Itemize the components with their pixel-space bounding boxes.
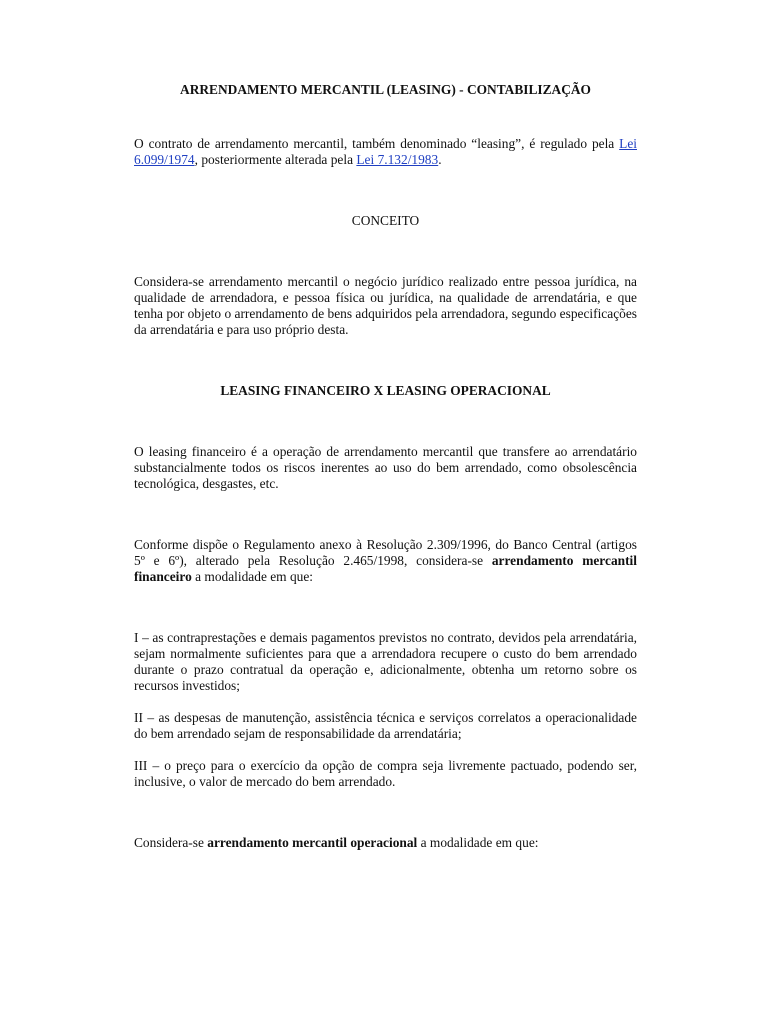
document-page: [134, 82, 637, 851]
leasing-financeiro-paragraph: O leasing financeiro é a operação de arrendamento mercantil que transfere ao arrendatário substancialmente todos os riscos inerentes ao uso do bem arrendado, como obsolescência tecnológica, desgastes, etc.: [134, 444, 637, 491]
resolucao-bold-term: arrendamento mercantil financeiro: [134, 553, 637, 584]
intro-text-3: .: [438, 152, 442, 167]
law-link-6099[interactable]: Lei 6.099/1974: [134, 136, 637, 167]
list-item-iii: III – o preço para o exercício da opção de compra seja livremente pactuado, podendo ser, inclusive, o valor de mercado do bem arrendado.: [134, 758, 637, 789]
law-link-7132[interactable]: Lei 7.132/1983: [356, 152, 439, 167]
operacional-bold-term: arrendamento mercantil operacional: [207, 835, 418, 850]
intro-paragraph: [134, 136, 637, 168]
resolucao-paragraph: [134, 537, 637, 585]
intro-text-1: O contrato de arrendamento mercantil, também denominado “leasing”, é regulado pela: [134, 136, 620, 151]
section-heading-leasing: LEASING FINANCEIRO X LEASING OPERACIONAL: [220, 383, 551, 398]
conceito-paragraph: Considera-se arrendamento mercantil o negócio jurídico realizado entre pessoa jurídica, na qualidade de arrendadora, e pessoa física ou jurídica, na qualidade de arrendatária, e que tenha por objeto o arrendamento de bens adquiridos pela arrendadora, segundo especificações da arrendatária e para uso próprio desta.: [134, 274, 637, 337]
intro-text-2: , posteriormente alterada pela: [194, 152, 357, 167]
document-title: ARRENDAMENTO MERCANTIL (LEASING) - CONTABILIZAÇÃO: [180, 82, 591, 97]
section-heading-conceito: CONCEITO: [351, 213, 420, 228]
list-item-i: I – as contraprestações e demais pagamentos previstos no contrato, devidos pela arrendatária, sejam normalmente suficientes para que a arrendadora recupere o custo do bem arrendado durante o prazo contratual da operação e, adicionalmente, obtenha um retorno sobre os recursos investidos;: [134, 630, 637, 693]
resolucao-text-1: Conforme dispõe o Regulamento anexo à Resolução 2.309/1996, do Banco Central (artigos 5º e 6º), alterado pela Resolução 2.465/1998, considera-se: [134, 537, 637, 568]
operacional-paragraph: [134, 835, 637, 851]
operacional-text-1: Considera-se: [134, 835, 208, 850]
list-item-ii: II – as despesas de manutenção, assistência técnica e serviços correlatos a operacionalidade do bem arrendado sejam de responsabilidade da arrendatária;: [134, 710, 637, 741]
operacional-text-2: a modalidade em que:: [417, 835, 539, 850]
resolucao-text-2: a modalidade em que:: [191, 569, 313, 584]
